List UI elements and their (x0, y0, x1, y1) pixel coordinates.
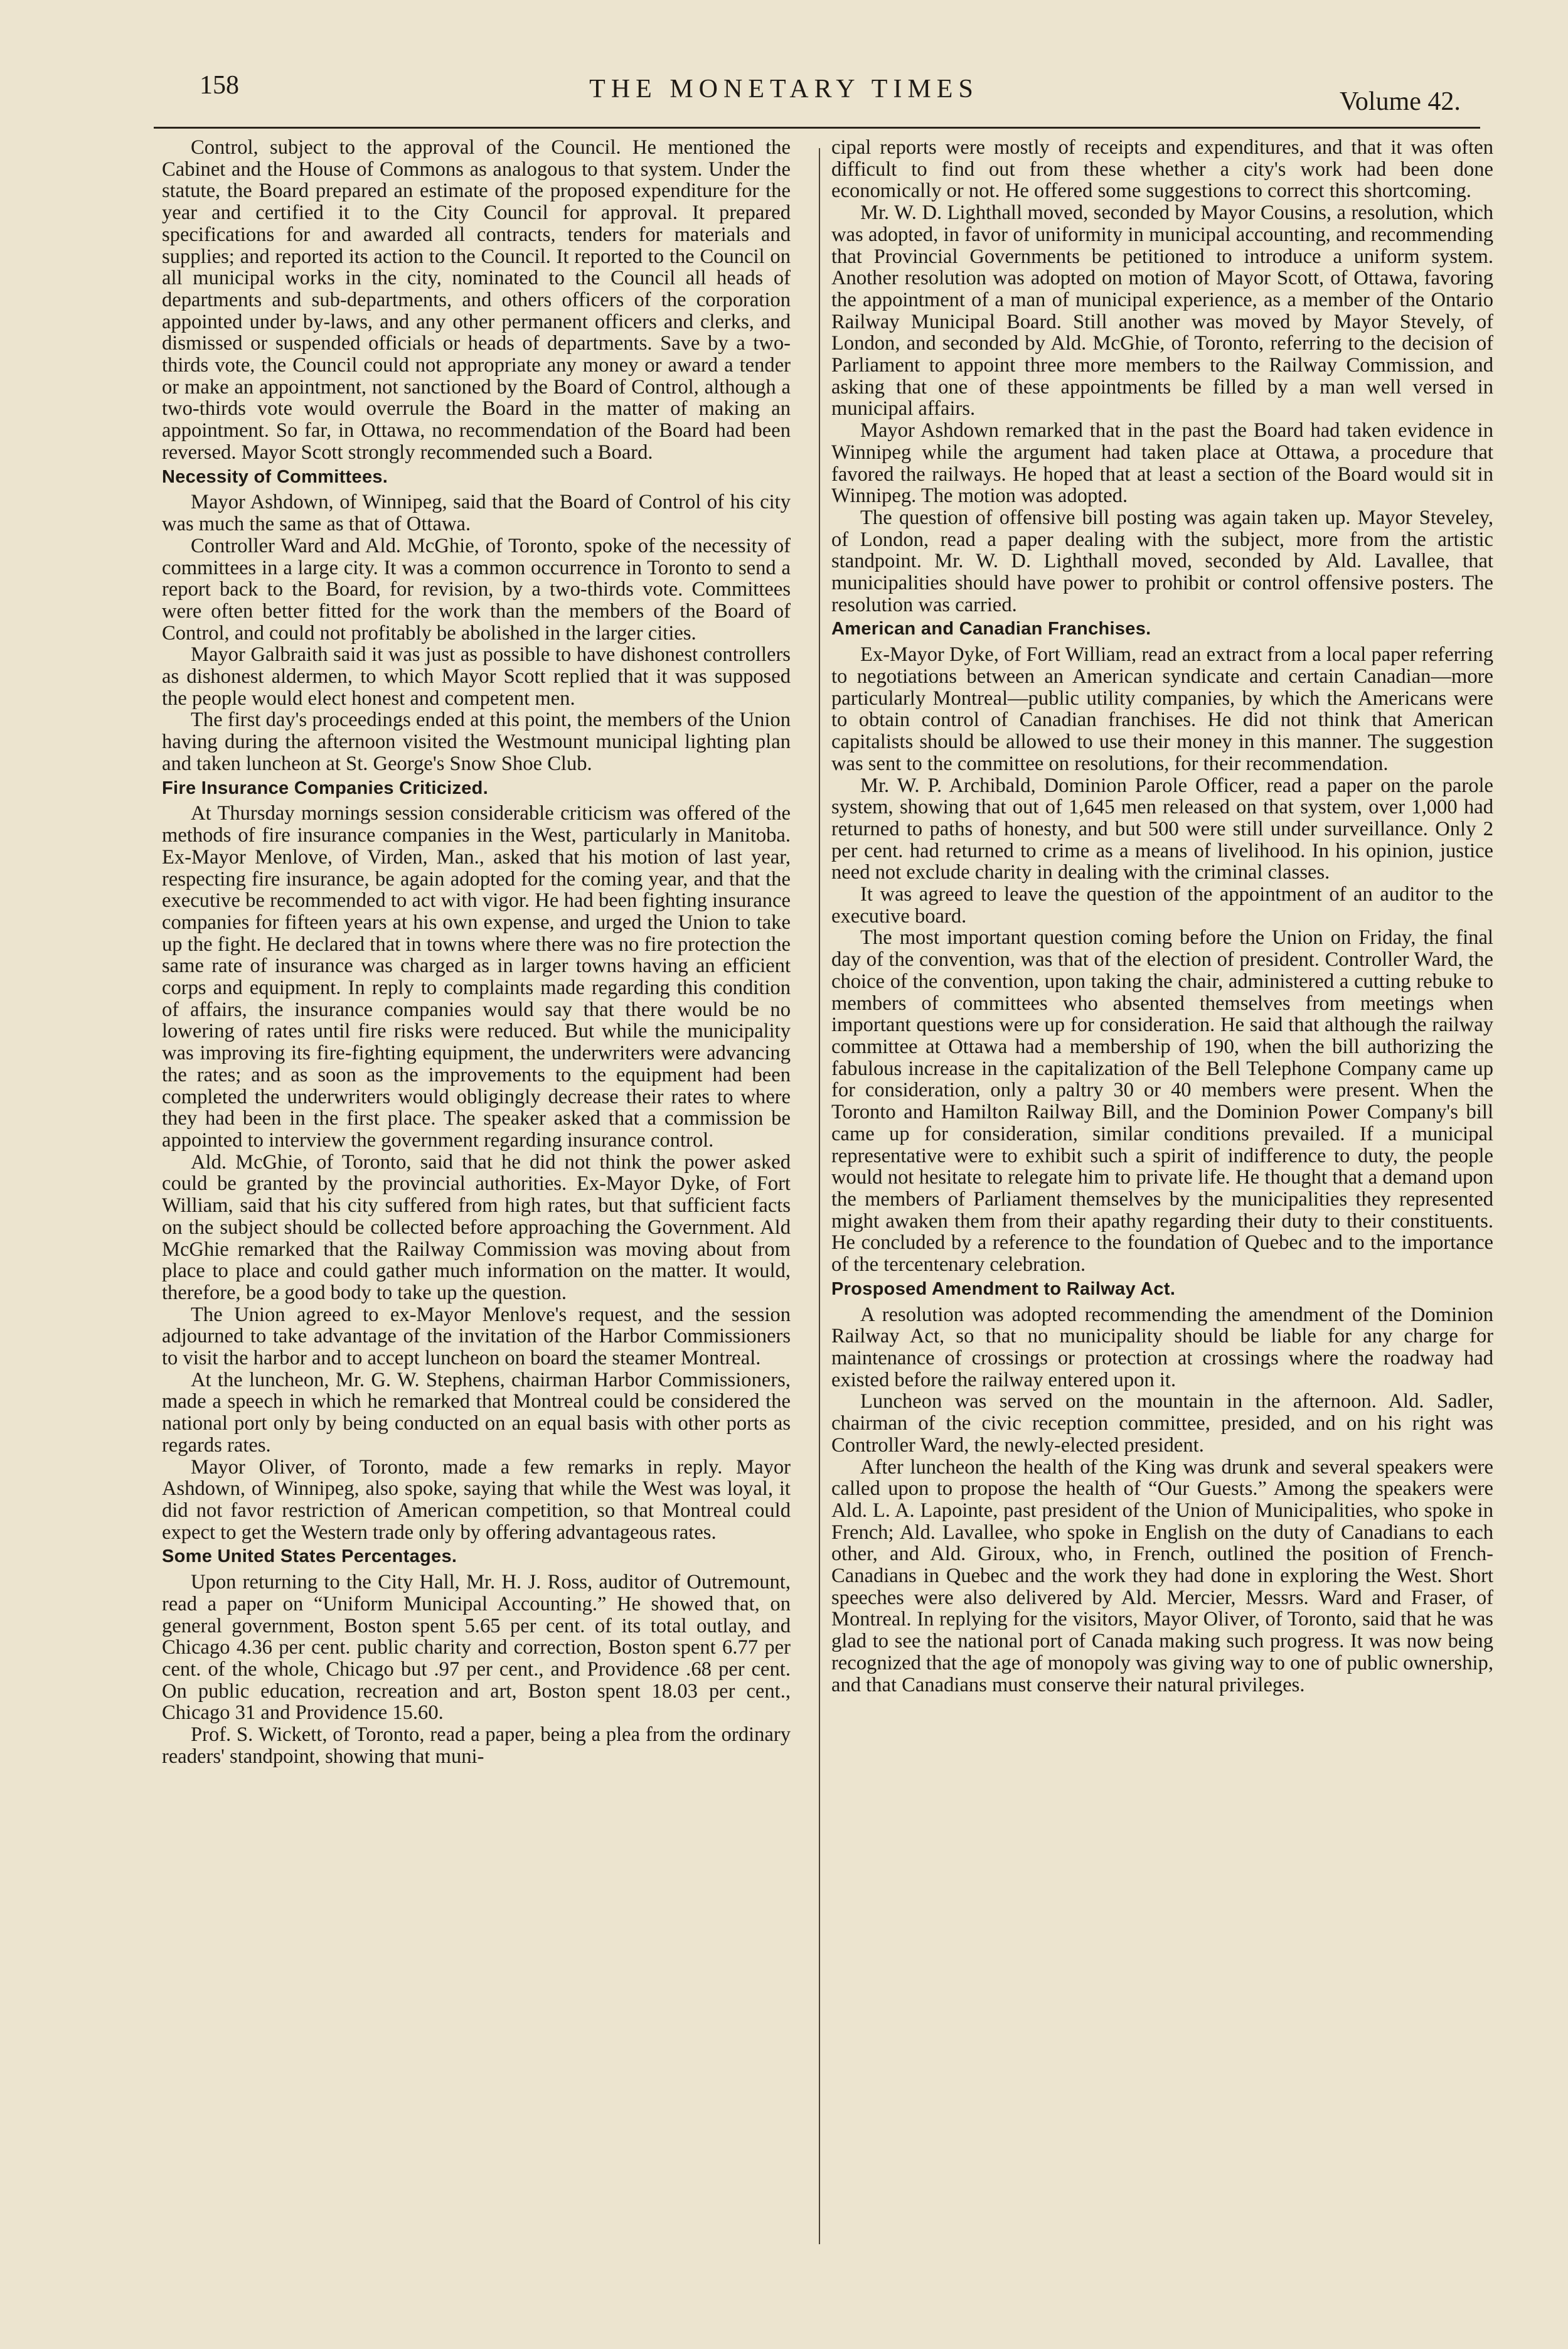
left-paragraph: Mayor Ashdown, of Winnipeg, said that the Board of Control of his city was much the same as that of Ottawa. (162, 491, 791, 536)
right-paragraph: The question of offensive bill posting was again taken up. Mayor Steveley, of London, read a paper dealing with the subject, more from the artistic standpoint. Mr. W. D. Lighthall moved, seconded by Ald. Lavallee, that municipalities should have power to prohibit or control offensive posters. The resolution was carried. (831, 506, 1493, 616)
right-paragraph: cipal reports were mostly of receipts and expenditures, and that it was often difficult to find out from these whether a city's work had been done economically or not. He offered some suggestions to correct this shortcoming. (831, 137, 1493, 203)
volume-label: Volume 42. (1340, 87, 1461, 116)
left-paragraph: Controller Ward and Ald. McGhie, of Toronto, spoke of the necessity of committees in a large city. It was a common occurrence in Toronto to send a report back to the Board, for revision, by a two-thirds vote. Committees were often better fitted for the work than the members of the Board of Control, and could not profitably be abolished in the larger cities. (162, 534, 791, 645)
header-rule (154, 127, 1480, 129)
column-divider (819, 148, 820, 2244)
masthead-title: THE MONETARY TIMES (589, 75, 979, 104)
right-paragraph: A resolution was adopted recommending the amendment of the Dominion Railway Act, so that no municipality should be liable for any charge for maintenance of crossings or protection at crossings where the roadway had existed before the railway entered upon it. (831, 1303, 1493, 1391)
right-paragraph: Mr. W. P. Archibald, Dominion Parole Officer, read a paper on the parole system, showing that out of 1,645 men released on that system, over 1,000 had returned to paths of honesty, and but 500 were still under surveillance. Only 2 per cent. had returned to crime as a means of livelihood. In his opinion, justice need not exclude charity in dealing with the criminal classes. (831, 774, 1493, 884)
left-paragraph: Control, subject to the approval of the Council. He mentioned the Cabinet and the House of Commons as analogous to that system. Under the statute, the Board prepared an estimate of the proposed expenditure for the year and certified it to the City Council for approval. It prepared specifications for and awarded all contracts, tenders for materials and supplies; and reported its action to the Council. It reported to the Council on all municipal works in the city, nominated to the Council all heads of departments and sub-departments, and others officers of the corporation appointed under by-laws, and any other permanent officers and clerks, and dismissed or suspended officials or heads of departments. Save by a two-thirds vote, the Council could not appropriate any money or award a tender or make an appointment, not sanctioned by the Board of Control, although a two-thirds vote would overrule the Board in the matter of making an appointment. So far, in Ottawa, no recommendation of the Board had been reversed. Mayor Scott strongly recommended such a Board. (162, 137, 791, 464)
right-column (831, 137, 1493, 2271)
left-heading: Necessity of Committees. (162, 466, 388, 487)
left-heading: Some United States Percentages. (162, 1546, 457, 1567)
right-paragraph: Mayor Ashdown remarked that in the past the Board had taken evidence in Winnipeg while the argument had taken place at Ottawa, a procedure that favored the railways. He hoped that at least a section of the Board would sit in Winnipeg. The motion was adopted. (831, 419, 1493, 508)
right-paragraph: Ex-Mayor Dyke, of Fort William, read an extract from a local paper referring to negotiations between an American syndicate and certain Canadian—more particularly Montreal—public utility companies, by which the Americans were to obtain control of Canadian franchises. He did not think that American capitalists should be allowed to use their money in this manner. The suggestion was sent to the committee on resolutions, for their recommendation. (831, 643, 1493, 775)
left-paragraph: At Thursday mornings session considerable criticism was offered of the methods of fire insurance companies in the West, particularly in Manitoba. Ex-Mayor Menlove, of Virden, Man., asked that his motion of last year, respecting fire insurance, be again adopted for the coming year, and that the executive be recommended to act with vigor. He had been fighting insurance companies for fifteen years at his own expense, and urged the Union to take up the fight. He declared that in towns where there was no fire protection the same rate of insurance was charged as in larger towns having an efficient corps and equipment. In reply to complaints made regarding this condition of affairs, the insurance companies would say that there would be no lowering of rates until fire risks were reduced. But while the municipality was improving its fire-fighting equipment, the underwriters were advancing the rates; and as soon as the improvements to the equipment had been completed the underwriters would obligingly decrease their rates to where they had been in the first place. The speaker asked that a commission be appointed to interview the government regarding insurance control. (162, 802, 791, 1152)
left-paragraph: Upon returning to the City Hall, Mr. H. J. Ross, auditor of Outremount, read a paper on “Uniform Municipal Accounting.” He showed that, on general government, Boston spent 5.65 per cent. of its total outlay, and Chicago 4.36 per cent. public charity and correction, Boston spent 6.77 per cent. of the whole, Chicago but .97 per cent., and Providence .68 per cent. On public education, recreation and art, Boston spent 18.03 per cent., Chicago 31 and Providence 15.60. (162, 1571, 791, 1725)
left-paragraph: The Union agreed to ex-Mayor Menlove's request, and the session adjourned to take advantage of the invitation of the Harbor Commissioners to visit the harbor and to accept luncheon on board the steamer Montreal. (162, 1303, 791, 1370)
right-heading: Prosposed Amendment to Railway Act. (831, 1278, 1176, 1299)
right-paragraph: Mr. W. D. Lighthall moved, seconded by Mayor Cousins, a resolution, which was adopted, in favor of uniformity in municipal accounting, and recommending that Provincial Governments be petitioned to introduce a uniform system. Another resolution was adopted on motion of Mayor Scott, of Ottawa, favoring the appointment of a man of municipal experience, as a member of the Ontario Railway Municipal Board. Still another was moved by Mayor Stevely, of London, and seconded by Ald. McGhie, of Toronto, referring to the decision of Parliament to appoint three more members to the Railway Commission, and asking that one of these appointments be filled by a man well versed in municipal affairs. (831, 201, 1493, 420)
left-paragraph: Prof. S. Wickett, of Toronto, read a paper, being a plea from the ordinary readers' standpoint, showing that muni- (162, 1723, 791, 1768)
right-paragraph: After luncheon the health of the King was drunk and several speakers were called upon to propose the health of “Our Guests.” Among the speakers were Ald. L. A. Lapointe, past president of the Union of Municipalities, who spoke in French; Ald. Lavallee, who spoke in English on the duty of Canadians to each other, and Ald. Giroux, who, in French, outlined the position of French-Canadians in Quebec and the work they had done in exploring the West. Short speeches were also delivered by Ald. Mercier, Messrs. Ward and Fraser, of Montreal. In replying for the visitors, Mayor Oliver, of Toronto, said that he was glad to see the national port of Canada making such progress. It was now being recognized that the age of monopoly was giving way to one of public ownership, and that Canadians must conserve their natural privileges. (831, 1455, 1493, 1696)
right-paragraph: Luncheon was served on the mountain in the afternoon. Ald. Sadler, chairman of the civic reception committee, presided, and on his right was Controller Ward, the newly-elected president. (831, 1390, 1493, 1457)
left-heading: Fire Insurance Companies Criticized. (162, 778, 489, 798)
left-paragraph: The first day's proceedings ended at this point, the members of the Union having during the afternoon visited the Westmount municipal lighting plan and taken luncheon at St. George's Snow Shoe Club. (162, 709, 791, 775)
right-heading: American and Canadian Franchises. (831, 619, 1151, 639)
left-paragraph: At the luncheon, Mr. G. W. Stephens, chairman Harbor Commissioners, made a speech in which he remarked that Montreal could be considered the national port only by being conducted on an equal basis with other ports as regards rates. (162, 1368, 791, 1457)
left-column (162, 137, 791, 2271)
left-paragraph: Mayor Oliver, of Toronto, made a few remarks in reply. Mayor Ashdown, of Winnipeg, also spoke, saying that while the West was loyal, it did not favor restriction of American competition, so that Montreal could expect to get the Western trade only by offering advantageous rates. (162, 1455, 791, 1544)
left-paragraph: Mayor Galbraith said it was just as possible to have dishonest controllers as dishonest aldermen, to which Mayor Scott replied that it was supposed the people would elect honest and competent men. (162, 643, 791, 710)
page-number: 158 (200, 71, 239, 100)
left-paragraph: Ald. McGhie, of Toronto, said that he did not think the power asked could be granted by the provincial authorities. Ex-Mayor Dyke, of Fort William, said that his city suffered from high rates, but that sufficient facts on the subject should be collected before approaching the Government. Ald McGhie remarked that the Railway Commission was moving about from place to place and could gather much information on the matter. It would, therefore, be a good body to take up the question. (162, 1150, 791, 1304)
page-header (0, 0, 1568, 151)
right-paragraph: The most important question coming before the Union on Friday, the final day of the convention, was that of the election of president. Controller Ward, the choice of the convention, upon taking the chair, administered a cutting rebuke to members of committees who absented themselves from meetings when important questions were up for consideration. He said that although the railway committee at Ottawa had a membership of 190, when the bill authorizing the fabulous increase in the capitalization of the Bell Telephone Company came up for consideration, only a paltry 30 or 40 members were present. When the Toronto and Hamilton Railway Bill, and the Dominion Power Company's bill came up for consideration, similar conditions prevailed. If a municipal representative were to exhibit such a spirit of indifference to duty, the people would not hesitate to relegate him to private life. He thought that a demand upon the members of Parliament themselves by the municipalities they represented might awaken them from their apathy regarding their duty to their constituents. He concluded by a reference to the foundation of Quebec and to the importance of the tercentenary celebration. (831, 926, 1493, 1276)
right-paragraph: It was agreed to leave the question of the appointment of an auditor to the executive board. (831, 883, 1493, 928)
